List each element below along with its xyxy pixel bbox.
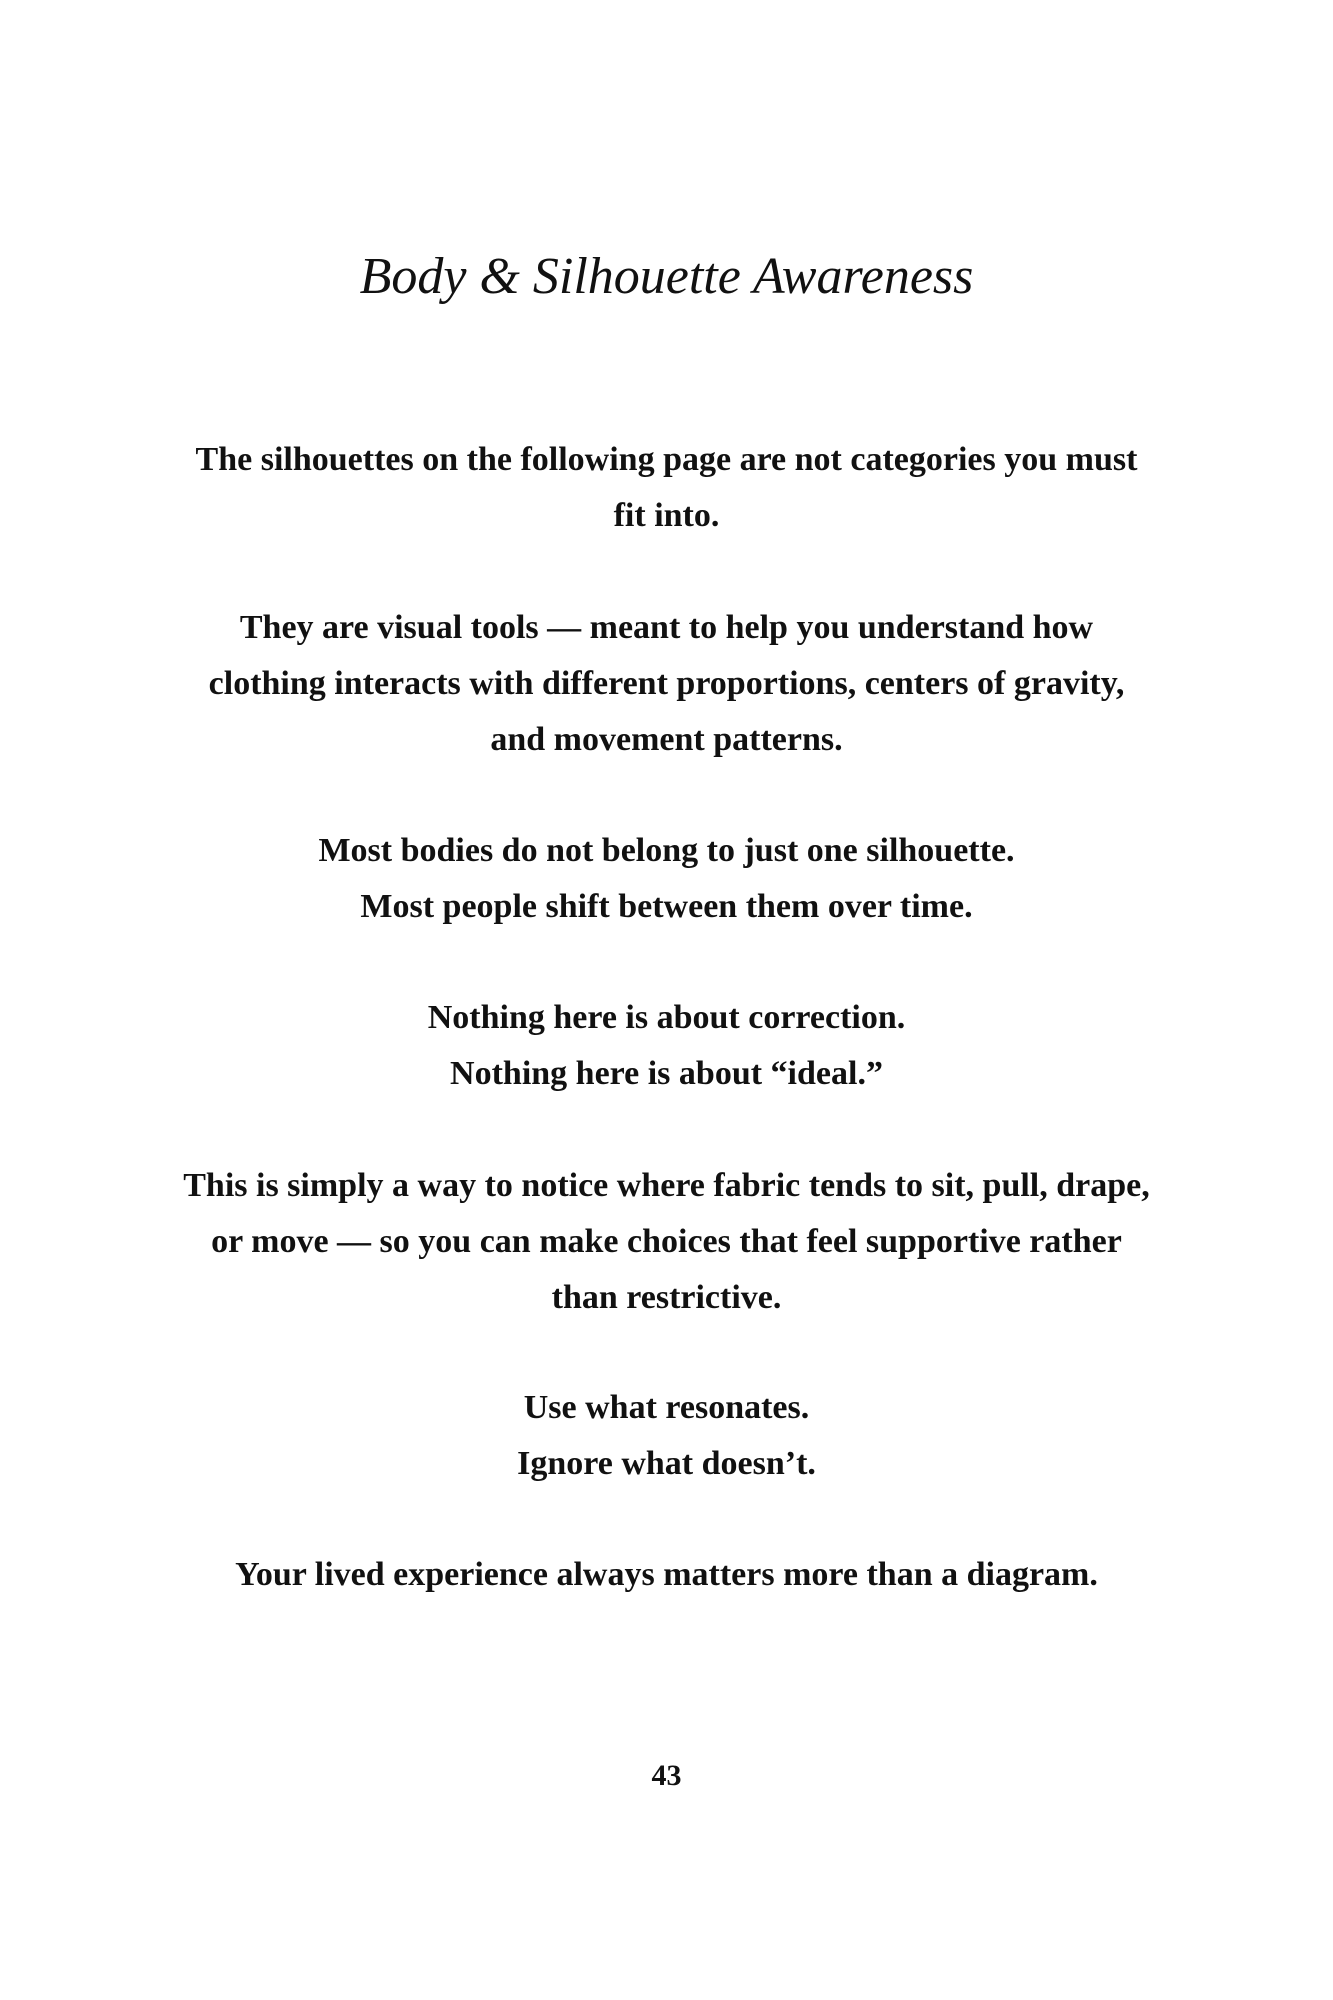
text-line: Nothing here is about correction. (427, 999, 906, 1036)
text-line: This is simply a way to notice where fabric tends to sit, pull, drape, (183, 1167, 1150, 1204)
text-line: fit into. (613, 497, 720, 534)
paragraph-visual-tools (100, 600, 1233, 768)
text-line: Ignore what doesn’t. (517, 1445, 816, 1482)
text-line: and movement patterns. (490, 721, 843, 758)
paragraph-notice-fabric (100, 1158, 1233, 1326)
paragraph-use-what-resonates (100, 1380, 1233, 1492)
paragraph-most-bodies (100, 823, 1233, 935)
text-line: than restrictive. (551, 1279, 782, 1316)
paragraph-lived-experience (100, 1547, 1233, 1603)
text-line: They are visual tools — meant to help you understand how (239, 609, 1094, 646)
text-line: Nothing here is about “ideal.” (450, 1055, 883, 1092)
text-line: The silhouettes on the following page are not categories you must (195, 441, 1138, 478)
text-line: Use what resonates. (523, 1389, 810, 1426)
text-line: clothing interacts with different proportions, centers of gravity, (208, 665, 1125, 702)
page-title: Body & Silhouette Awareness (359, 248, 974, 305)
text-line: Most bodies do not belong to just one silhouette. (318, 832, 1015, 869)
text-line: Most people shift between them over time. (360, 888, 973, 925)
paragraph-nothing-here (100, 990, 1233, 1102)
text-line: or move — so you can make choices that feel supportive rather (211, 1223, 1122, 1260)
paragraph-not-categories (100, 432, 1233, 544)
text-line: Your lived experience always matters more than a diagram. (235, 1556, 1098, 1593)
page-number: 43 (651, 1759, 682, 1792)
